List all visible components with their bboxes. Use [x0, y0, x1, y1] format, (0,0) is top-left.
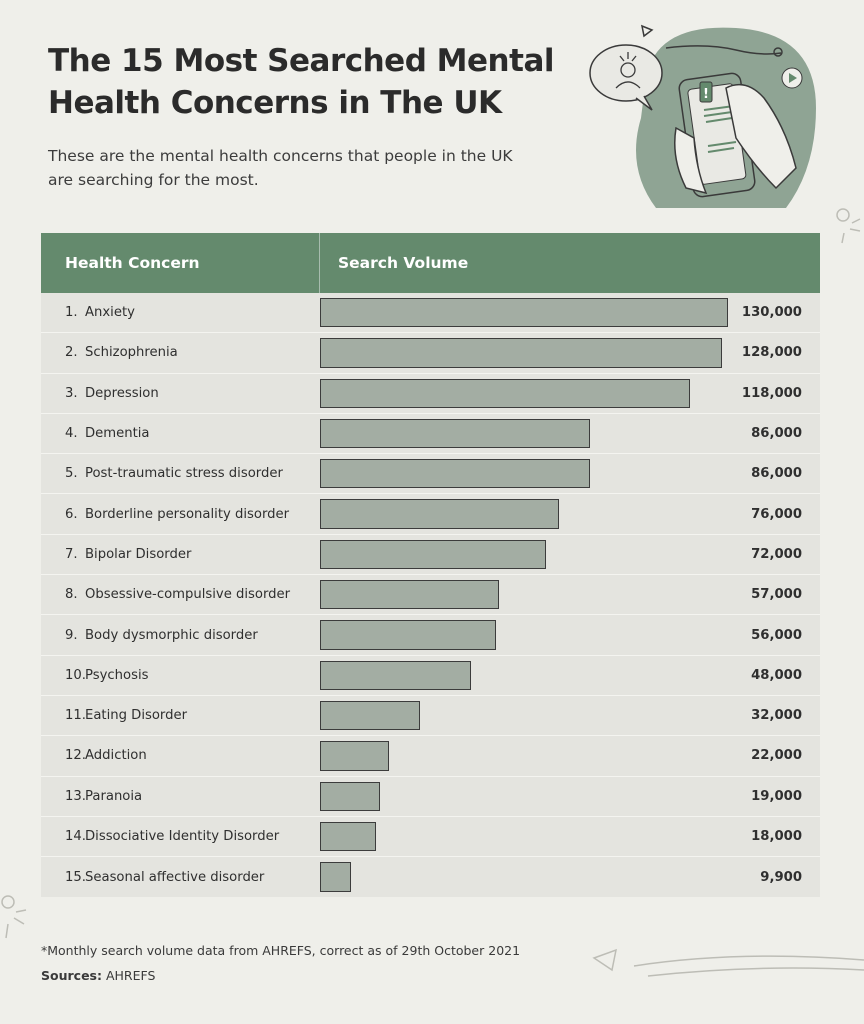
footnote: *Monthly search volume data from AHREFS, correct as of 29th October 2021	[41, 943, 521, 958]
sources-line	[41, 968, 155, 983]
bar-track	[320, 782, 728, 811]
rank-label: 9.	[65, 627, 78, 643]
table-row	[41, 736, 820, 776]
table-row	[41, 575, 820, 615]
rank-label: 8.	[65, 587, 78, 603]
value-label: 72,000	[751, 546, 802, 562]
bar	[320, 661, 471, 690]
table-body	[41, 293, 820, 897]
concern-name: Dementia	[85, 426, 150, 442]
bar	[320, 862, 351, 892]
concern-label	[41, 587, 320, 602]
bar-track	[320, 459, 728, 488]
value-label: 57,000	[751, 587, 802, 603]
decorative-circles-icon	[832, 205, 864, 249]
concern-label	[41, 668, 320, 683]
bar	[320, 701, 420, 730]
concern-name: Dissociative Identity Disorder	[85, 829, 280, 844]
concern-label	[41, 748, 320, 763]
svg-text:!: !	[703, 87, 709, 102]
table-row	[41, 494, 820, 534]
rank-label: 13.	[65, 788, 86, 804]
phone-illustration	[586, 18, 826, 208]
value-label: 48,000	[751, 667, 802, 683]
value-label: 32,000	[751, 708, 802, 724]
bar	[320, 459, 590, 488]
table-row	[41, 454, 820, 494]
table-row	[41, 857, 820, 897]
table-row	[41, 333, 820, 373]
column-header-concern: Health Concern	[41, 233, 320, 293]
concern-label	[41, 870, 320, 885]
title-line-1: The 15 Most Searched Mental	[48, 43, 554, 79]
table-row	[41, 374, 820, 414]
rank-label: 6.	[65, 506, 78, 522]
value-label: 86,000	[751, 426, 802, 442]
bar	[320, 741, 389, 770]
concern-label	[41, 789, 320, 804]
bar	[320, 782, 380, 811]
decorative-swoosh-icon	[588, 940, 864, 990]
rank-label: 2.	[65, 345, 78, 361]
rank-label: 4.	[65, 426, 78, 442]
value-label: 118,000	[741, 385, 802, 401]
concern-name: Paranoia	[85, 788, 143, 804]
concern-name: Obsessive-compulsive disorder	[85, 587, 291, 603]
value-label: 22,000	[751, 748, 802, 764]
table-row	[41, 615, 820, 655]
bar	[320, 620, 496, 649]
table-row	[41, 777, 820, 817]
concern-label	[41, 829, 320, 844]
rank-label: 12.	[65, 748, 86, 764]
bar-track	[320, 540, 728, 569]
rank-label: 10.	[65, 667, 86, 683]
concern-name: Schizophrenia	[85, 345, 178, 361]
decorative-circles-left-icon	[0, 890, 30, 942]
rank-label: 5.	[65, 466, 78, 482]
page-subtitle: These are the mental health concerns that people in the UK are searching for the most.	[48, 147, 513, 189]
concern-name: Body dysmorphic disorder	[85, 627, 258, 643]
rank-label: 11.	[65, 708, 86, 724]
bar-track	[320, 580, 728, 609]
search-volume-table	[41, 233, 820, 897]
rank-label: 7.	[65, 546, 78, 562]
concern-label	[41, 708, 320, 723]
concern-name: Anxiety	[85, 305, 135, 321]
value-label: 9,900	[760, 869, 802, 885]
concern-label	[41, 305, 320, 320]
title-line-2: Health Concerns in The UK	[48, 85, 502, 121]
bar	[320, 580, 499, 609]
bar-track	[320, 741, 728, 770]
page-title	[48, 40, 568, 124]
table-row	[41, 535, 820, 575]
value-label: 19,000	[751, 788, 802, 804]
bar-track	[320, 499, 728, 528]
bar	[320, 822, 376, 851]
concern-label	[41, 628, 320, 643]
table-row	[41, 696, 820, 736]
concern-label	[41, 466, 320, 481]
rank-label: 3.	[65, 385, 78, 401]
value-label: 130,000	[741, 305, 802, 321]
bar-track	[320, 862, 728, 892]
bar	[320, 419, 590, 448]
bar-track	[320, 661, 728, 690]
table-header	[41, 233, 820, 293]
value-label: 56,000	[751, 627, 802, 643]
value-label: 18,000	[751, 829, 802, 844]
table-row	[41, 817, 820, 857]
value-label: 128,000	[741, 345, 802, 361]
concern-name: Psychosis	[85, 667, 149, 683]
rank-label: 15.	[65, 869, 86, 885]
value-label: 76,000	[751, 506, 802, 522]
concern-label	[41, 426, 320, 441]
table-row	[41, 293, 820, 333]
bar	[320, 499, 559, 528]
rank-label: 14.	[65, 829, 86, 844]
concern-name: Bipolar Disorder	[85, 546, 192, 562]
bar	[320, 379, 690, 408]
bar-track	[320, 298, 728, 327]
bar	[320, 338, 722, 367]
concern-name: Seasonal affective disorder	[85, 869, 265, 885]
value-label: 86,000	[751, 466, 802, 482]
bar-track	[320, 701, 728, 730]
column-header-volume: Search Volume	[338, 254, 469, 272]
bar-track	[320, 620, 728, 649]
concern-name: Eating Disorder	[85, 708, 188, 724]
sources-value: AHREFS	[105, 968, 156, 983]
concern-label	[41, 547, 320, 562]
bar-track	[320, 822, 728, 851]
rank-label: 1.	[65, 305, 78, 321]
concern-name: Borderline personality disorder	[85, 506, 290, 522]
concern-label	[41, 386, 320, 401]
table-row	[41, 414, 820, 454]
bar-track	[320, 419, 728, 448]
concern-name: Addiction	[85, 748, 147, 764]
bar	[320, 540, 546, 569]
concern-name: Depression	[85, 385, 159, 401]
bar-track	[320, 379, 728, 408]
sources-label: Sources:	[41, 968, 102, 983]
bar-track	[320, 338, 728, 367]
bar	[320, 298, 728, 327]
concern-label	[41, 507, 320, 522]
concern-label	[41, 345, 320, 360]
concern-name: Post-traumatic stress disorder	[85, 466, 283, 482]
table-row	[41, 656, 820, 696]
